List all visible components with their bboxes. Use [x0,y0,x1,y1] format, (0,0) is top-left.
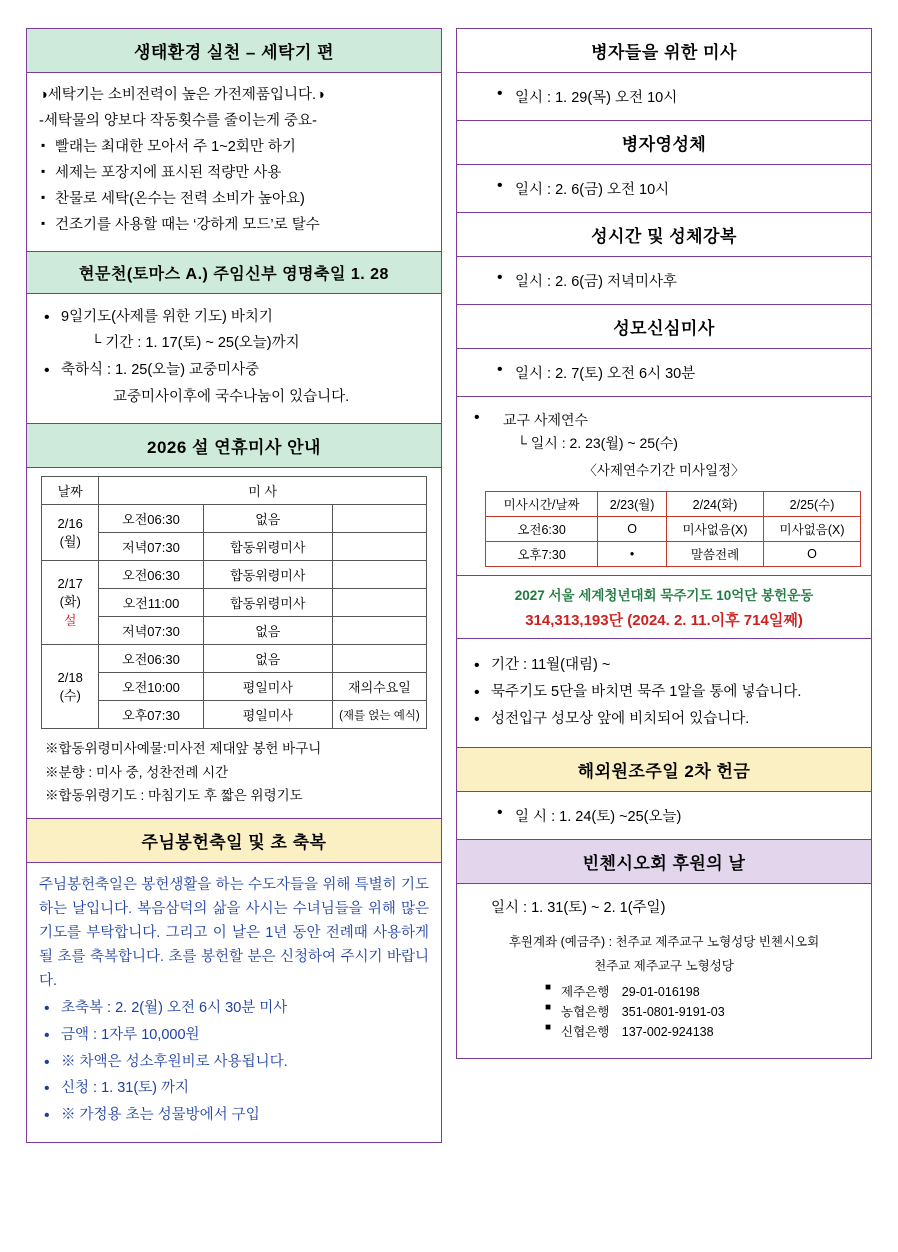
list-item-note: • ※ 차액은 성소후원비로 사용됩니다. [39,1051,429,1075]
col-header-day3: 2/25(수) [764,492,861,517]
eco-line-1: ◑세탁기는 소비전력이 높은 가전제품입니다.◑ [39,87,325,103]
cell-time: 오전10:00 [99,673,203,701]
vincent-society-title: 빈첸시오회 후원의 날 [457,840,871,883]
two-column-layout [26,28,872,1224]
wyd-rosary-section [456,576,872,639]
cell-time: 오전6:30 [486,517,598,542]
vincent-account-list [469,982,859,1040]
cell-value: O [764,542,861,567]
sick-mass-body [456,73,872,121]
cell-time: 오전06:30 [99,561,203,589]
col-header-day1: 2/23(월) [598,492,667,517]
cell-date: 2/17 (화) 설 [42,561,99,645]
cell-mass: 없음 [203,617,332,645]
retreat-heading-list [469,410,859,430]
list-item: • 신청 : 1. 31(토) 까지 [39,1077,429,1101]
eco-section-body [26,73,442,252]
sick-communion-body [456,165,872,213]
pastor-feast-body [26,294,442,425]
marian-mass-body [456,349,872,397]
vincent-society-body [456,884,872,1060]
col-header-day2: 2/24(화) [667,492,764,517]
overseas-aid-title: 해외원조주일 2차 헌금 [457,748,871,791]
list-item: • 교구 사제연수 [469,410,859,430]
sick-mass-title: 병자들을 위한 미사 [457,29,871,72]
vincent-parish-name: 천주교 제주교구 노형성당 [594,958,734,973]
holy-hour-section [456,213,872,257]
list-item: • 금액 : 1자루 10,000원 [39,1024,429,1048]
wyd-bullet-list [469,654,859,732]
list-item: ▪ 찬물로 세탁(온수는 전력 소비가 높아요) [39,188,429,212]
vincent-account-owner: 후원계좌 (예금주) : 천주교 제주교구 노형성당 빈첸시오회 [508,934,820,949]
table-row [42,505,427,533]
cell-mass: 합동위령미사 [203,561,332,589]
pastor-feast-title: 현문천(토마스 A.) 주임신부 영명축일 1. 28 [27,252,441,293]
newyear-title: 2026 설 연휴미사 안내 [27,424,441,467]
cell-time: 저녁07:30 [99,533,203,561]
list-item: ▪ 세제는 포장지에 표시된 적량만 사용 [39,162,429,186]
cell-note [332,505,426,533]
wyd-campaign-title: 2027 서울 세계청년대회 묵주기도 10억단 봉헌운동 [514,588,814,603]
cell-time: 오후7:30 [486,542,598,567]
table-row [486,517,861,542]
table-header-row [42,477,427,505]
cell-time: 오전11:00 [99,589,203,617]
cell-date: 2/16 (월) [42,505,99,561]
cell-mass: 합동위령미사 [203,589,332,617]
table-row [42,589,427,617]
feast-item-list-2 [39,359,429,383]
candle-body [26,863,442,1143]
cell-time: 오후07:30 [99,701,203,729]
list-item: ▪ 빨래는 최대한 모아서 주 1~2회만 하기 [39,136,429,160]
cell-value: • [598,542,667,567]
holy-hour-body [456,257,872,305]
table-row [42,533,427,561]
cell-mass: 없음 [203,505,332,533]
wyd-count: 314,313,193단 (2024. 2. 11.이후 714일째) [525,612,803,629]
list-item: ■ 농협은행 351-0801-9191-03 [469,1002,859,1020]
col-header-date: 날짜 [42,477,99,505]
newyear-notes [27,735,441,818]
pastor-feast-section [26,252,442,294]
left-column [26,28,442,1143]
cell-value: 말씀전례 [667,542,764,567]
col-header-mass: 미 사 [99,477,427,505]
retreat-table-title: 〈사제연수기간 미사일정〉 [583,463,745,478]
cell-value: 미사없음(X) [764,517,861,542]
newyear-table-box [26,468,442,819]
sick-communion-detail [469,178,859,199]
list-item: • 축하식 : 1. 25(오늘) 교중미사중 [39,359,429,383]
retreat-mass-table [485,491,861,567]
wyd-rosary-body [456,639,872,748]
eco-washing-machine-section [26,28,442,73]
cell-date: 2/18 (수) [42,645,99,729]
cell-mass: 평일미사 [203,701,332,729]
list-item: • 초축복 : 2. 2(월) 오전 6시 30분 미사 [39,997,429,1021]
table-row [42,673,427,701]
list-item: • 일시 : 1. 29(목) 오전 10시 [469,86,859,107]
newyear-section [26,424,442,468]
sick-communion-section [456,121,872,165]
table-row [42,617,427,645]
marian-mass-title: 성모신심미사 [457,305,871,348]
marian-mass-section [456,305,872,349]
cell-value: O [598,517,667,542]
list-item: • 일시 : 2. 7(토) 오전 6시 30분 [469,362,859,383]
marian-mass-detail [469,362,859,383]
feast-sub-2: 교중미사이후에 국수나눔이 있습니다. [113,389,350,406]
list-item: ■ 제주은행 29-01-016198 [469,982,859,1000]
cell-time: 오전06:30 [99,645,203,673]
sick-communion-title: 병자영성체 [457,121,871,164]
list-item: • 일시 : 2. 6(금) 저녁미사후 [469,270,859,291]
feast-sub-1: └ 기간 : 1. 17(토) ~ 25(오늘)까지 [91,335,300,352]
list-item: • 일 시 : 1. 24(토) ~25(오늘) [469,805,859,826]
cell-note [332,533,426,561]
cell-note: (재를 얹는 예식) [332,701,426,729]
list-item: • 묵주기도 5단을 바치면 묵주 1알을 통에 넣습니다. [469,681,859,705]
cell-note: 재의수요일 [332,673,426,701]
cell-note [332,645,426,673]
list-item: • 일시 : 2. 6(금) 오전 10시 [469,178,859,199]
table-row [42,561,427,589]
table-header-row [486,492,861,517]
list-item: ▪ 건조기를 사용할 때는 ‘강하게 모드’로 탈수 [39,214,429,238]
sick-mass-detail [469,86,859,107]
cell-time: 저녁07:30 [99,617,203,645]
cell-mass: 평일미사 [203,673,332,701]
right-column [456,28,872,1059]
list-item: • 기간 : 11월(대림) ~ [469,654,859,678]
cell-mass: 합동위령미사 [203,533,332,561]
candle-title: 주님봉헌축일 및 초 축복 [27,819,441,862]
overseas-aid-section [456,748,872,792]
cell-note [332,589,426,617]
list-item: • 성전입구 성모상 앞에 비치되어 있습니다. [469,708,859,732]
overseas-aid-body [456,792,872,840]
feast-item-list [39,306,429,330]
candle-paragraph: 주님봉헌축일은 봉헌생활을 하는 수도자들을 위해 특별히 기도하는 날입니다. 복음삼덕의 삶을 사시는 수녀님들을 위해 많은 기도를 부탁합니다. 그리고 이 날은 1년 동안 전례때 사용하게 될 초를 축복합니다. 초를 봉헌할 분은 신청하여 주시기 바랍니다. [39,877,429,989]
cell-mass: 없음 [203,645,332,673]
cell-date-holiday: 설 [63,613,77,629]
table-row [486,542,861,567]
retreat-date-line: └ 일시 : 2. 23(월) ~ 25(수) [517,435,678,451]
cell-time: 오전06:30 [99,505,203,533]
table-row [42,701,427,729]
cell-note [332,561,426,589]
table-row [42,645,427,673]
list-item: • 9일기도(사제를 위한 기도) 바치기 [39,306,429,330]
cell-value: 미사없음(X) [667,517,764,542]
cell-note [332,617,426,645]
holy-hour-detail [469,270,859,291]
eco-bullet-list [39,136,429,238]
vincent-society-section [456,840,872,884]
candle-section [26,819,442,863]
note-line: ※합동위령미사예물:미사전 제대앞 봉헌 바구니 [45,741,322,757]
priest-retreat-section [456,397,872,576]
candle-item-list [39,997,429,1129]
eco-section-title: 생태환경 실천 – 세탁기 편 [27,29,441,72]
list-item: ■ 신협은행 137-002-924138 [469,1022,859,1040]
note-line: ※합동위령기도 : 마침기도 후 짧은 위령기도 [45,788,303,804]
overseas-aid-detail [469,805,859,826]
sick-mass-section [456,28,872,73]
list-item-note: • ※ 가정용 초는 성물방에서 구입 [39,1104,429,1128]
newyear-schedule-table [41,476,427,729]
col-header-time: 미사시간/날짜 [486,492,598,517]
note-line: ※분향 : 미사 중, 성찬전례 시간 [45,764,229,780]
holy-hour-title: 성시간 및 성체강복 [457,213,871,256]
vincent-date: 일시 : 1. 31(토) ~ 2. 1(주일) [491,899,666,916]
eco-line-2: -세탁물의 양보다 작동횟수를 줄이는게 중요- [39,112,317,129]
